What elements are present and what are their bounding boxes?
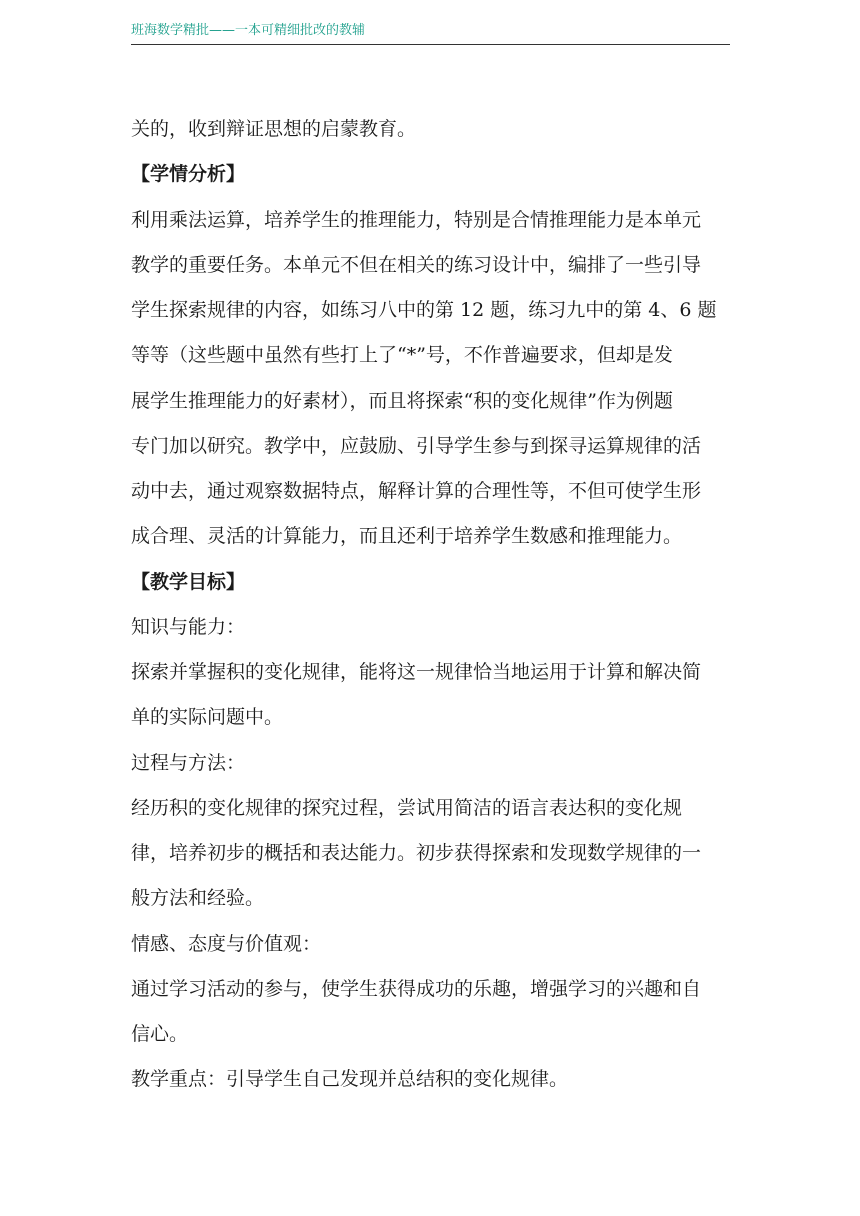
subheading-knowledge: 知识与能力： <box>131 615 246 638</box>
text-line: 学生探索规律的内容，如练习八中的第 12 题，练习九中的第 4、6 题 <box>131 299 717 321</box>
text-line: 经历积的变化规律的探究过程，尝试用简洁的语言表达积的变化规 <box>131 796 683 819</box>
subheading-process: 过程与方法： <box>131 751 246 774</box>
section-heading-learning-analysis: 【学情分析】 <box>131 163 246 186</box>
text-line: 通过学习活动的参与，使学生获得成功的乐趣，增强学习的兴趣和自 <box>131 977 702 1000</box>
text-line: 律，培养初步的概括和表达能力。初步获得探索和发现数学规律的一 <box>131 842 702 864</box>
text-line: 信心。 <box>131 1023 189 1045</box>
section-heading-teaching-goals: 【教学目标】 <box>131 570 246 593</box>
text-line: 教学的重要任务。本单元不但在相关的练习设计中，编排了一些引导 <box>131 253 702 276</box>
text-line: 等等（这些题中虽然有些打上了“*”号，不作普遍要求，但却是发 <box>131 344 673 367</box>
document-body <box>131 107 733 1103</box>
text-line: 动中去，通过观察数据特点，解释计算的合理性等，不但可使学生形 <box>131 480 702 502</box>
text-line: 利用乘法运算，培养学生的推理能力，特别是合情推理能力是本单元 <box>131 208 702 231</box>
text-line: 单的实际问题中。 <box>131 706 284 729</box>
text-line: 般方法和经验。 <box>131 887 265 910</box>
text-line: 专门加以研究。教学中，应鼓励、引导学生参与到探寻运算规律的活 <box>131 434 702 457</box>
text-line: 展学生推理能力的好素材），而且将探索“积的变化规律”作为例题 <box>131 389 673 412</box>
subheading-emotion: 情感、态度与价值观： <box>131 932 322 955</box>
text-line: 探索并掌握积的变化规律，能将这一规律恰当地运用于计算和解决简 <box>131 661 702 683</box>
teaching-key-point: 教学重点：引导学生自己发现并总结积的变化规律。 <box>131 1068 569 1091</box>
header-title: 班海数学精批——一本可精细批改的教辅 <box>131 23 366 38</box>
text-line: 成合理、灵活的计算能力，而且还利于培养学生数感和推理能力。 <box>131 525 683 548</box>
page-header <box>131 22 730 45</box>
text-line: 关的，收到辩证思想的启蒙教育。 <box>131 118 417 140</box>
